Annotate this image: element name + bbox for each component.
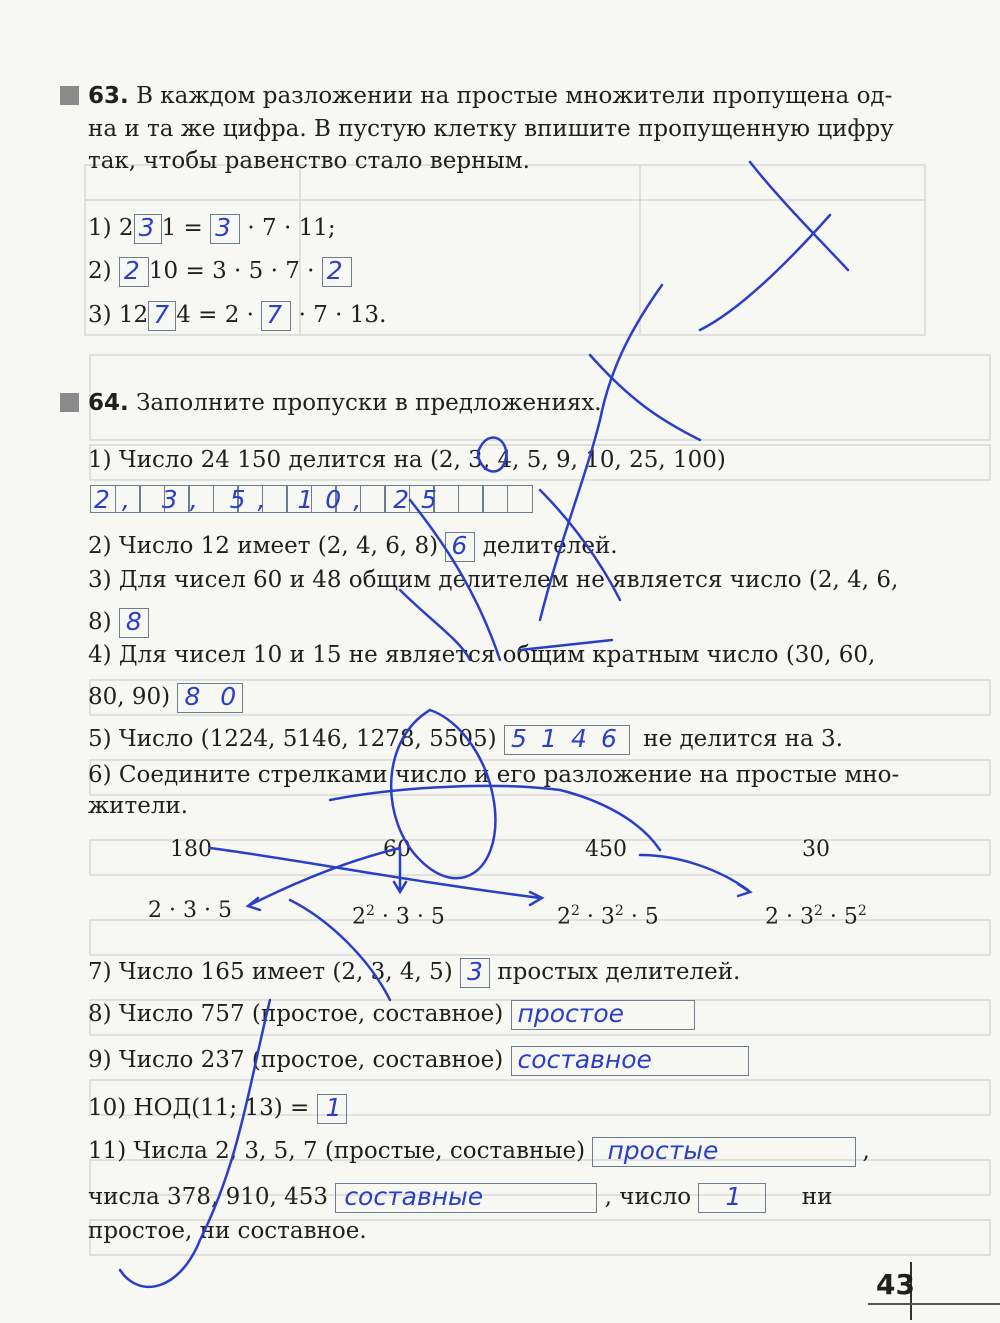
p64-s2: 2) Число 12 имеет (2, 4, 6, 8) 6 делителей. (88, 531, 618, 560)
problem-63-line1: 63. В каждом разложении на простые множители пропущена од- (88, 83, 893, 109)
p63-item-2: 2) 2 10 = 3 · 5 · 7 · 2 (88, 256, 352, 287)
answer-box[interactable]: 6 (445, 532, 475, 562)
handwritten-answer: 2, 3, 5, 10, 25 (94, 485, 449, 514)
number-60: 60 (383, 837, 411, 862)
number-30: 30 (802, 837, 830, 862)
p64-s5: 5) Число (1224, 5146, 1278, 5505) 5 1 4 6 не делится на 3. (88, 724, 843, 753)
answer-box[interactable]: составное (511, 1046, 749, 1076)
p63-item-3: 3) 12 7 4 = 2 · 7 · 7 · 13. (88, 300, 387, 329)
page-number: 43 (876, 1268, 915, 1301)
problem-marker (60, 86, 79, 105)
answer-box[interactable]: 1 (317, 1094, 347, 1124)
factorization-4: $2 \cdot 3^2 \cdot 5^2$ (765, 903, 867, 930)
answer-box[interactable]: 2 (322, 257, 352, 287)
p64-s11e: простое, ни составное. (88, 1218, 367, 1244)
p64-s6a: 6) Соедините стрелками число и его разложение на простые мно- (88, 762, 900, 788)
p64-s4a: 4) Для чисел 10 и 15 не является общим кратным число (30, 60, (88, 642, 876, 668)
p64-s9: 9) Число 237 (простое, составное) составное (88, 1045, 749, 1076)
p64-s11a: 11) Числа 2, 3, 5, 7 (простые, составные) простые , (88, 1136, 870, 1165)
problem-number: 64. (88, 390, 129, 416)
answer-box[interactable]: 3 (460, 958, 490, 988)
answer-box[interactable]: 3 (210, 214, 240, 244)
problem-number: 63. (88, 83, 129, 109)
page-rule (868, 1303, 1000, 1305)
answer-box[interactable]: 7 (261, 301, 291, 331)
answer-box[interactable]: 8 (119, 608, 149, 638)
p64-s11b: числа 378, 910, 453 составные , число 1 ни (88, 1182, 833, 1211)
problem-63-line3: так, чтобы равенство стало верным. (88, 148, 530, 174)
answer-box[interactable]: 2 (119, 257, 149, 287)
answer-box[interactable]: 7 (148, 301, 176, 331)
number-450: 450 (585, 837, 627, 862)
p64-s8: 8) Число 757 (простое, составное) простое (88, 999, 695, 1030)
p64-s7: 7) Число 165 имеет (2, 3, 4, 5) 3 простых делителей. (88, 957, 741, 986)
answer-box[interactable]: составные (335, 1183, 597, 1213)
problem-63-line2: на и та же цифра. В пустую клетку впишите пропущенную цифру (88, 116, 894, 142)
answer-box[interactable]: простое (511, 1000, 695, 1030)
p63-item-1: 1) 2 3 1 = 3 · 7 · 11; (88, 213, 336, 242)
problem-marker (60, 393, 79, 412)
answer-box[interactable]: 8 0 (177, 683, 243, 713)
p64-s3b: 8) 8 (88, 607, 149, 638)
factorization-2: $2^2 \cdot 3 \cdot 5$ (352, 903, 445, 930)
answer-box[interactable]: простые (592, 1137, 856, 1167)
answer-box[interactable]: 1 (698, 1183, 766, 1213)
number-180: 180 (170, 837, 212, 862)
answer-box[interactable]: 3 (134, 214, 162, 244)
p64-s6b: жители. (88, 793, 189, 819)
p64-s4b: 80, 90) 8 0 (88, 682, 243, 711)
p64-s3a: 3) Для чисел 60 и 48 общим делителем не является число (2, 4, 6, (88, 567, 899, 593)
p64-s10: 10) НОД(11; 13) = 1 (88, 1093, 347, 1124)
p64-s1: 1) Число 24 150 делится на (2, 3, 4, 5, 9, 10, 25, 100) (88, 447, 726, 473)
factorization-1: 2 · 3 · 5 (148, 898, 232, 923)
problem-64-title: 64. Заполните пропуски в предложениях. (88, 390, 602, 416)
answer-box[interactable]: 5 1 4 6 (504, 725, 630, 755)
factorization-3: $2^2 \cdot 3^2 \cdot 5$ (557, 903, 659, 930)
